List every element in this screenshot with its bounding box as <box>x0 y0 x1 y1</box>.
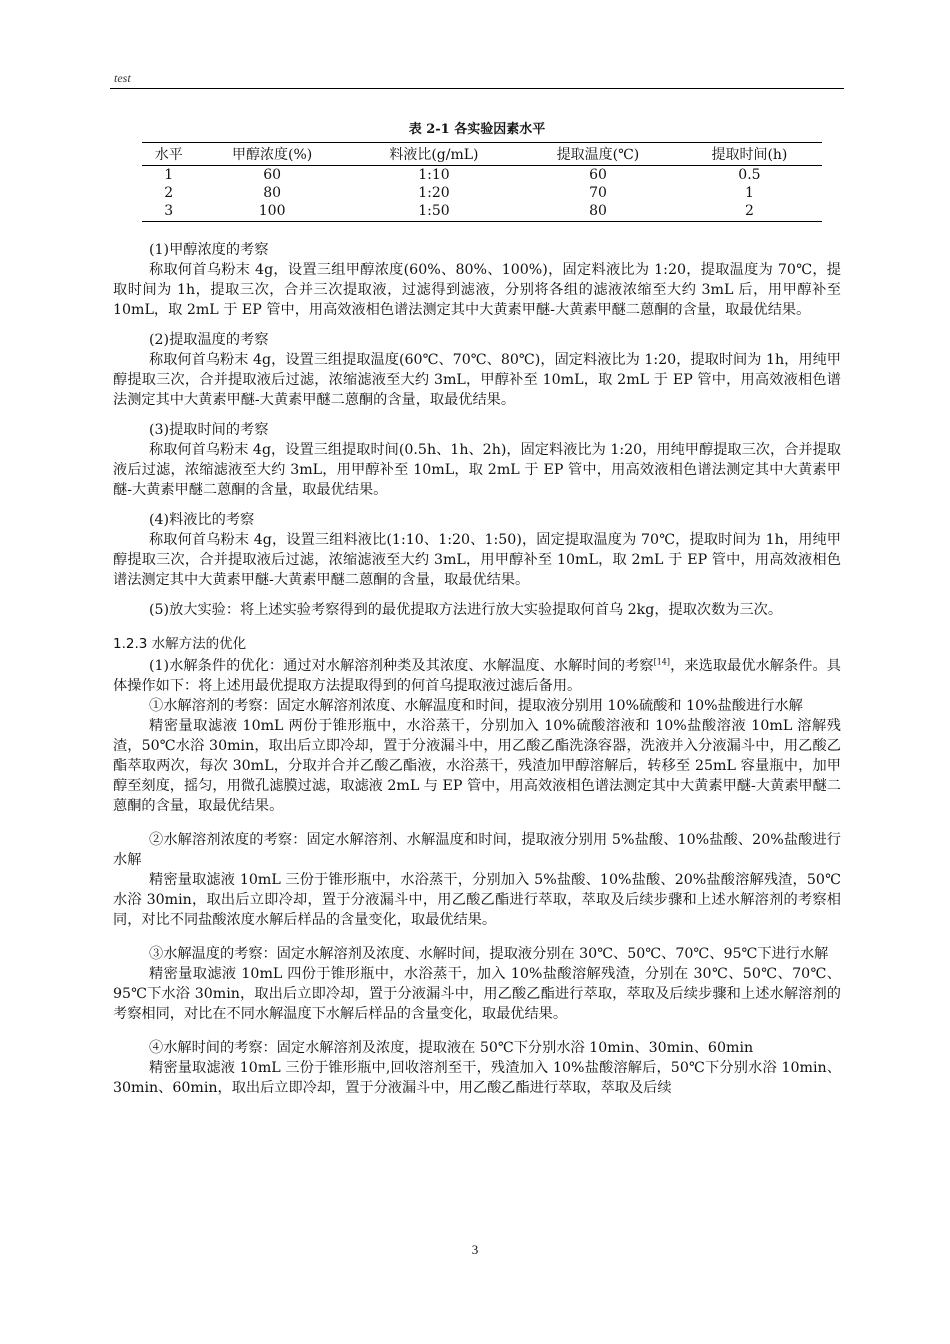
paragraph: 称取何首乌粉末 4g，设置三组料液比(1:10、1:20、1:50)，固定提取温度为 70℃，提取时间为 1h，用纯甲醇提取三次，合并提取液后过滤，浓缩滤液至大约 3mL，用甲醇补至 10mL，取 2mL 于 EP 管中，用高效液相色谱法测定其中大黄素甲醚-大黄素甲醚二蒽酮的含量，取最优结果。 <box>113 532 841 588</box>
table-cell: 3 <box>142 202 195 222</box>
paragraph: 精密量取滤液 10mL 四份于锥形瓶中，水浴蒸干，加入 10%盐酸溶解残渣，分别在 30℃、50℃、70℃、95℃下水浴 30min，取出后立即冷却，置于分液漏斗中，用乙酸乙酯进行萃取，萃取及后续步骤和上述水解溶剂的考察相同，对比在不同水解温度下水解后样品的含量变化，取最优结果。 <box>113 966 841 1022</box>
table-cell: 70 <box>589 185 607 201</box>
paragraph: 精密量取滤液 10mL 三份于锥形瓶中，水浴蒸干，分别加入 5%盐酸、10%盐酸、20%盐酸溶解残渣，50℃水浴 30min，取出后立即冷却，置于分液漏斗中，用乙酸乙酯进行萃取，萃取及后续步骤和上述水解溶剂的考察相同，对比不同盐酸浓度水解后样品的含量变化，取最优结果。 <box>113 872 841 928</box>
subsection-title: (2)提取温度的考察 <box>149 332 269 348</box>
table-row <box>142 202 822 222</box>
header-text: test <box>114 71 131 85</box>
table-cell: 60 <box>589 167 607 183</box>
paragraph: 精密量取滤液 10mL 两份于锥形瓶中，水浴蒸干，分别加入 10%硫酸溶液和 10%盐酸溶液 10mL 溶解残渣，50℃水浴 30min，取出后立即冷却，置于分液漏斗中，用乙酸乙酯洗涤容器，洗液并入分液漏斗中，用乙酸乙酯萃取两次，每次 30mL，分取并合并乙酸乙酯液，水浴蒸干，残渣加甲醇溶解后，转移至 25mL 容量瓶中，加甲醇至刻度，摇匀，用微孔滤膜过滤，取滤液 2mL 与 EP 管中，用高效液相色谱法测定其中大黄素甲醚-大黄素甲醚二蒽酮的含量，取最优结果。 <box>113 718 841 814</box>
subsection-title: ④水解时间的考察：固定水解溶剂及浓度，提取液在 50℃下分别水浴 10min、30min、60min <box>149 1040 754 1056</box>
table-cell: 80 <box>519 202 677 222</box>
subsection-title: ②水解溶剂浓度的考察：固定水解溶剂、水解温度和时间，提取液分别用 5%盐酸、10%盐酸、20%盐酸进行水解 <box>113 832 841 868</box>
table-cell: 2 <box>164 185 174 201</box>
table-cell: 80 <box>263 185 282 201</box>
column-header: 料液比(g/mL) <box>349 143 519 166</box>
factor-level-table <box>142 142 822 222</box>
citation-ref: [14] <box>653 657 671 667</box>
table-cell: 60 <box>263 167 282 183</box>
paragraph: 称取何首乌粉末 4g，设置三组提取温度(60℃、70℃、80℃)，固定料液比为 1:20，提取时间为 1h，用纯甲醇提取三次，合并提取液后过滤，浓缩滤液至大约 3mL，甲醇补至 10mL，取 2mL 于 EP 管中，用高效液相色谱法测定其中大黄素甲醚-大黄素甲醚二蒽酮的含量，取最优结果。 <box>113 352 841 408</box>
table-header-row <box>142 143 822 166</box>
table-cell: 0.5 <box>738 167 761 183</box>
table-row <box>142 166 822 185</box>
table-cell: 1:20 <box>418 185 450 201</box>
table-row <box>142 184 822 202</box>
paragraph-text: (1)水解条件的优化：通过对水解溶剂种类及其浓度、水解温度、水解时间的考察 <box>149 658 654 674</box>
subsection-title: (1)甲醇浓度的考察 <box>149 242 269 258</box>
page-number: 3 <box>471 1242 479 1257</box>
page-header <box>110 70 844 89</box>
subsection-title: ①水解溶剂的考察：固定水解溶剂浓度、水解温度和时间，提取液分别用 10%硫酸和 10%盐酸进行水解 <box>149 698 803 714</box>
table-cell: 2 <box>677 202 822 222</box>
paragraph: (5)放大实验：将上述实验考察得到的最优提取方法进行放大实验提取何首乌 2kg，提取次数为三次。 <box>149 602 783 618</box>
table-cell: 1:50 <box>349 202 519 222</box>
column-header: 提取时间(h) <box>677 143 822 166</box>
table-cell: 1 <box>744 185 754 201</box>
section-heading: 1.2.3 水解方法的优化 <box>113 636 247 652</box>
table-cell: 1:10 <box>418 167 450 183</box>
paragraph: 精密量取滤液 10mL 三份于锥形瓶中,回收溶剂至干，残渣加入 10%盐酸溶解后，50℃下分别水浴 10min、30min、60min，取出后立即冷却，置于分液漏斗中，用乙酸乙酯进行萃取，萃取及后续 <box>113 1060 841 1096</box>
subsection-title: ③水解温度的考察：固定水解溶剂及浓度、水解时间，提取液分别在 30℃、50℃、70℃、95℃下进行水解 <box>149 946 829 962</box>
paragraph: 称取何首乌粉末 4g，设置三组甲醇浓度(60%、80%、100%)，固定料液比为 1:20，提取温度为 70℃，提取时间为 1h，提取三次，合并三次提取液，过滤得到滤液，分别将各组的滤液浓缩至大约 3mL 后，用甲醇补至 10mL，取 2mL 于 EP 管中，用高效液相色谱法测定其中大黄素甲醚-大黄素甲醚二蒽酮的含量，取最优结果。 <box>113 262 841 318</box>
body-content <box>113 240 841 1098</box>
table-caption: 表 2-1 各实验因素水平 <box>408 122 546 137</box>
column-header: 水平 <box>142 143 195 166</box>
subsection-title: (4)料液比的考察 <box>149 512 255 528</box>
paragraph-text: ，来选取最优水解条件。具体操作如下：将上述用最优提取方法提取得到的何首乌提取液过滤后备用。 <box>113 658 841 694</box>
paragraph <box>113 656 841 696</box>
table-cell: 100 <box>195 202 348 222</box>
column-header: 甲醇浓度(%) <box>195 143 348 166</box>
subsection-title: (3)提取时间的考察 <box>149 422 269 438</box>
column-header: 提取温度(℃) <box>519 143 677 166</box>
paragraph: 称取何首乌粉末 4g，设置三组提取时间(0.5h、1h、2h)，固定料液比为 1:20，用纯甲醇提取三次，合并提取液后过滤，浓缩滤液至大约 3mL，用甲醇补至 10mL，取 2mL 于 EP 管中，用高效液相色谱法测定其中大黄素甲醚-大黄素甲醚二蒽酮的含量，取最优结果。 <box>113 442 841 498</box>
table-cell: 1 <box>164 167 174 183</box>
